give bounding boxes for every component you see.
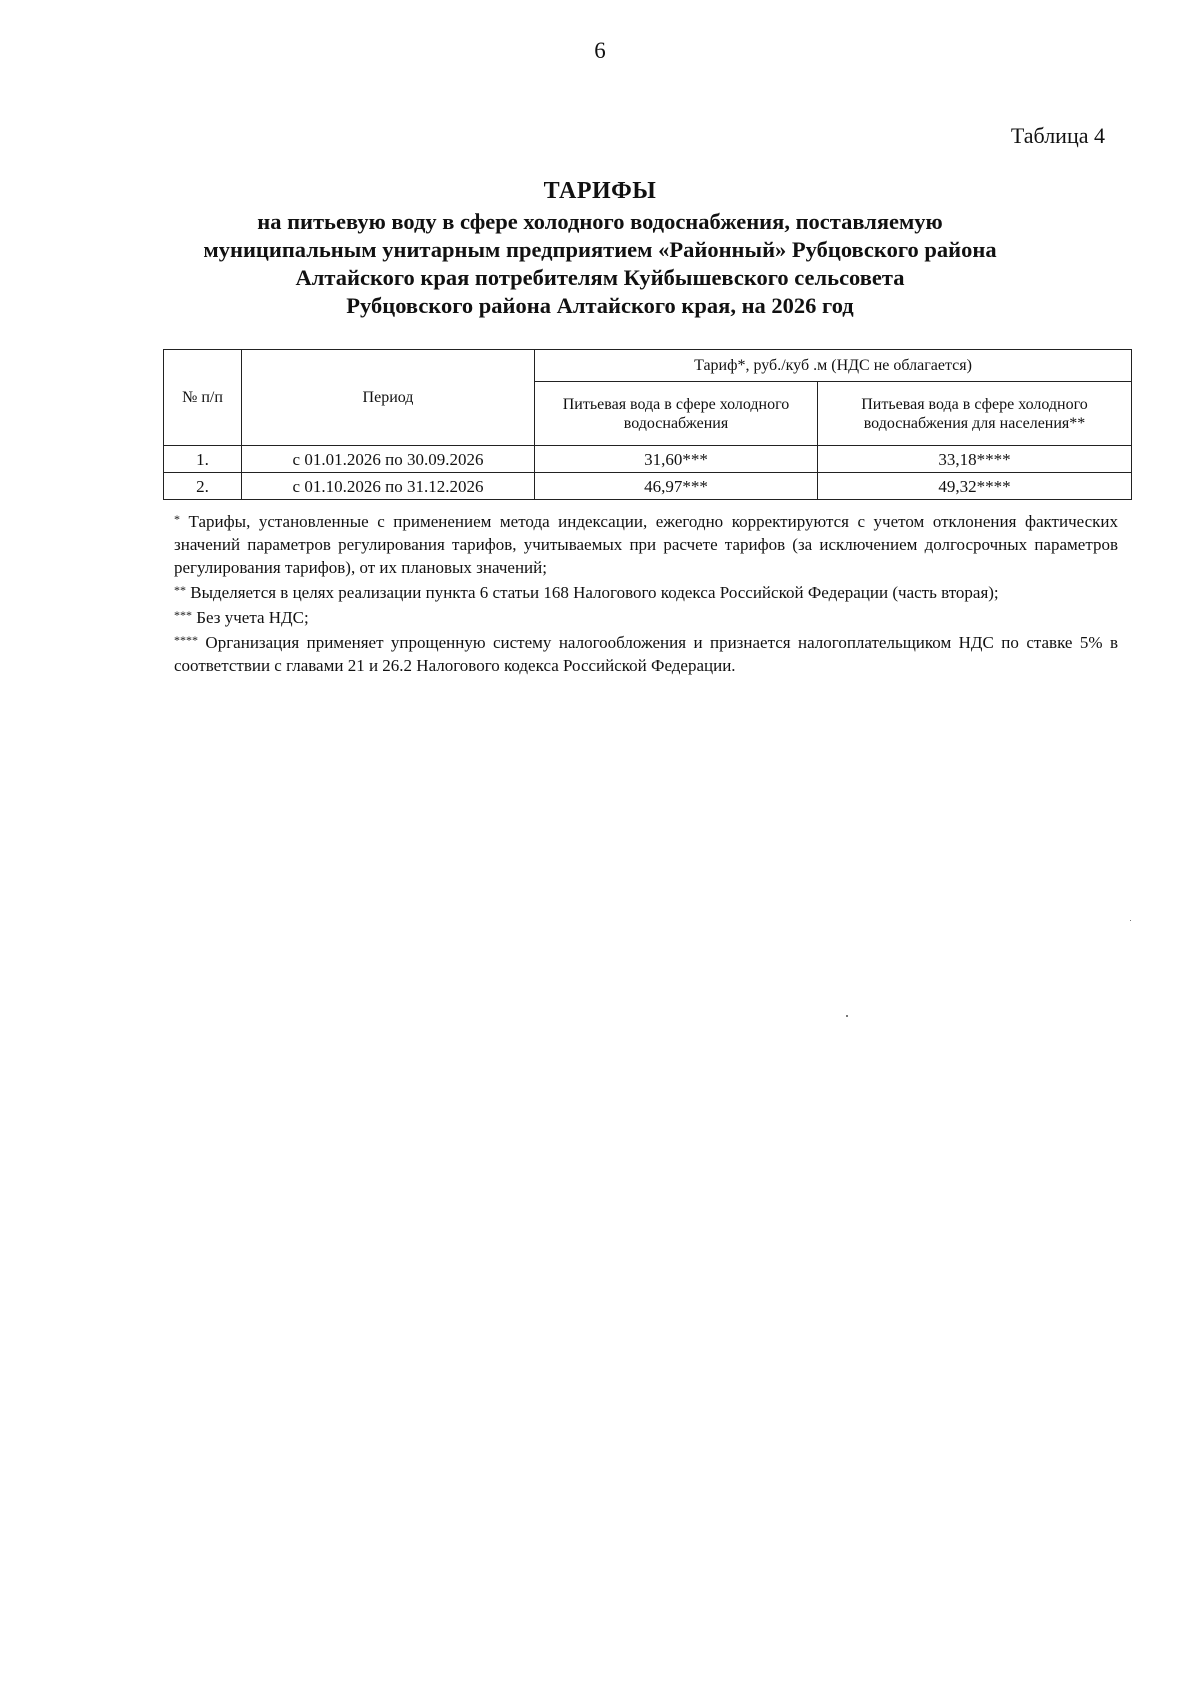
footnote-mark: *** xyxy=(174,608,192,622)
footnote-text: Организация применяет упрощенную систему налогообложения и признается налогоплательщиком НДС по ставке 5% в соответствии с главами 21 и 26.2 Налогового кодекса Российской Федерации. xyxy=(174,633,1118,675)
footnote-mark: **** xyxy=(174,633,198,647)
header-num: № п/п xyxy=(164,350,242,446)
page-number: 6 xyxy=(594,38,606,63)
table-header-row xyxy=(164,350,1132,382)
row-period: с 01.01.2026 по 30.09.2026 xyxy=(242,446,535,473)
table-row xyxy=(164,446,1132,473)
footnote xyxy=(174,579,1118,604)
subtitle-line: муниципальным унитарным предприятием «Районный» Рубцовского района xyxy=(203,237,997,262)
scan-speck xyxy=(846,1015,848,1017)
table-row xyxy=(164,473,1132,500)
subtitle-line: Рубцовского района Алтайского края, на 2026 год xyxy=(346,293,854,318)
footnote-text: Без учета НДС; xyxy=(192,608,309,627)
scan-speck xyxy=(1130,920,1131,921)
subtitle-line: Алтайского края потребителям Куйбышевского сельсовета xyxy=(295,265,905,290)
row-tariff-b: 49,32**** xyxy=(818,473,1132,500)
row-tariff-b: 33,18**** xyxy=(818,446,1132,473)
footnote-mark: ** xyxy=(174,583,186,597)
row-period: с 01.10.2026 по 31.12.2026 xyxy=(242,473,535,500)
document-subtitle xyxy=(150,208,1050,320)
header-tariff-group: Тариф*, руб./куб .м (НДС не облагается) xyxy=(535,350,1132,382)
subtitle-line: на питьевую воду в сфере холодного водоснабжения, поставляемую xyxy=(257,209,943,234)
row-tariff-a: 46,97*** xyxy=(535,473,818,500)
row-num: 2. xyxy=(164,473,242,500)
document-title: ТАРИФЫ xyxy=(543,178,657,204)
header-drinking-water: Питьевая вода в сфере холодного водоснабжения xyxy=(535,382,818,446)
tariff-table xyxy=(163,349,1132,500)
footnote xyxy=(174,629,1118,677)
footnote-text: Выделяется в целях реализации пункта 6 статьи 168 Налогового кодекса Российской Федерации (часть вторая); xyxy=(186,583,999,602)
footnote xyxy=(174,508,1118,579)
footnotes xyxy=(174,508,1118,677)
row-tariff-a: 31,60*** xyxy=(535,446,818,473)
footnote xyxy=(174,604,1118,629)
footnote-text: Тарифы, установленные с применением метода индексации, ежегодно корректируются с учетом отклонения фактических значений параметров регулирования тарифов, учитываемых при расчете тарифов (за исключением долгосрочных параметров регулирования тарифов), от их плановых значений; xyxy=(174,512,1118,577)
footnote-mark: * xyxy=(174,512,180,526)
table-reference: Таблица 4 xyxy=(1010,123,1105,148)
row-num: 1. xyxy=(164,446,242,473)
header-period: Период xyxy=(242,350,535,446)
header-drinking-water-population: Питьевая вода в сфере холодного водоснабжения для населения** xyxy=(818,382,1132,446)
